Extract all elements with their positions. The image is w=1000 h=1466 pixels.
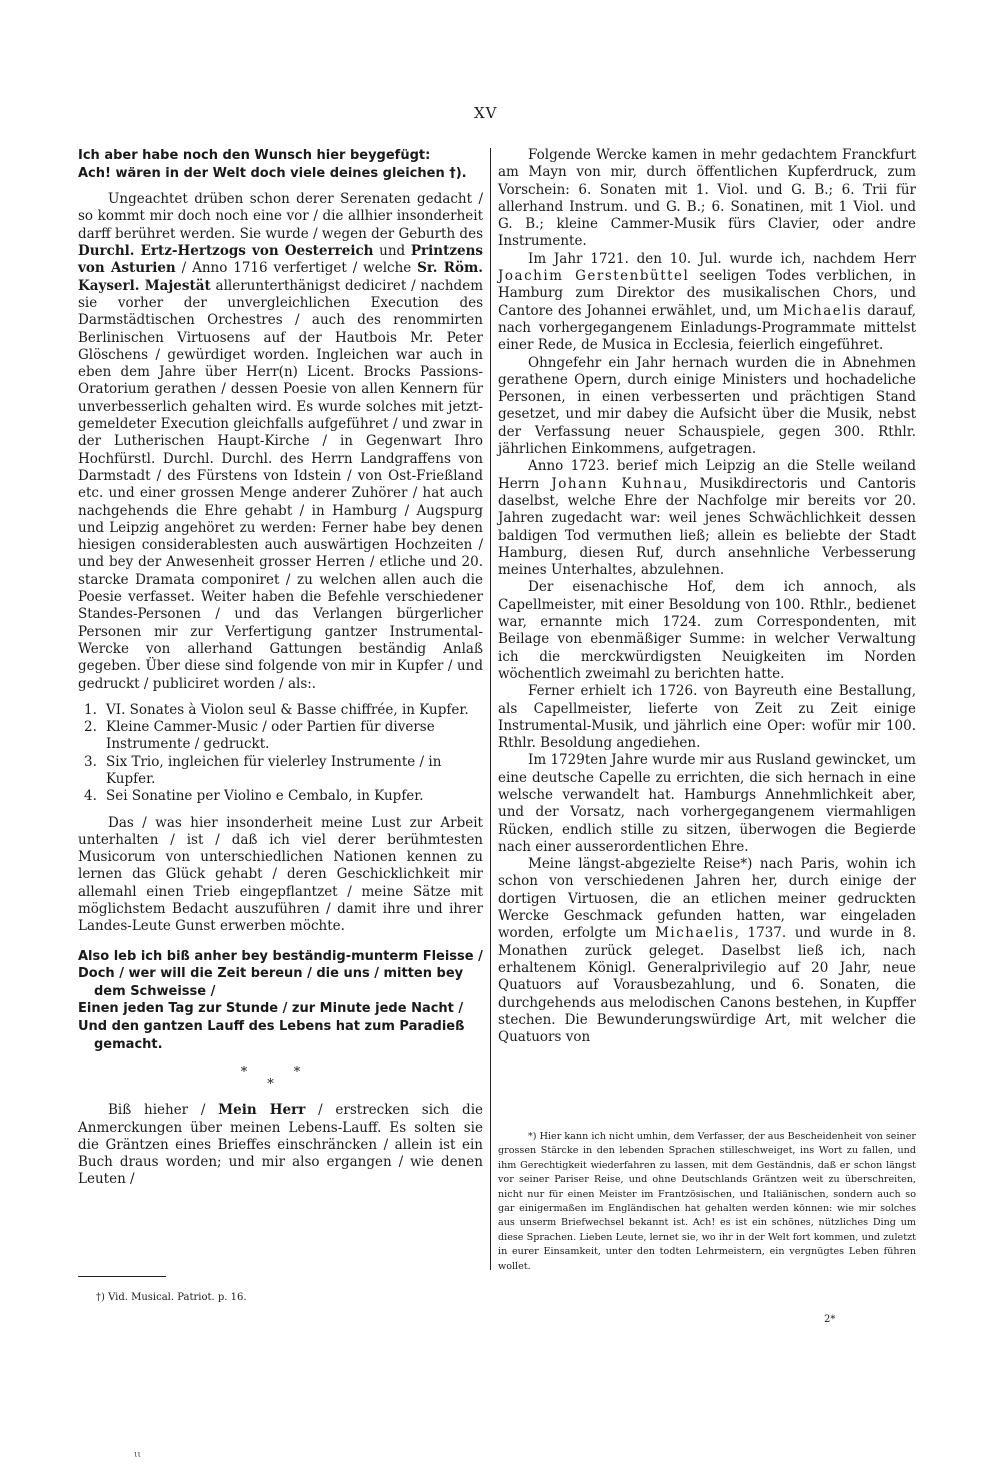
verse-block — [78, 948, 483, 1054]
list-item: 1. VI. Sonates à Violon seul & Basse chiffrée, in Kupfer. — [84, 701, 469, 718]
footnote-rule — [78, 1276, 166, 1277]
body-paragraph: Anno 1723. berief mich Leipzig an die Stelle weiland Herrn Johann Kuhnau, Musikdirectoris und Cantoris daselbst, welche Ehre der Nachfolge mir bereits vor 20. Jahren zugedacht war: weil jenes Schwächlichkeit dessen baldigen Tod vermuthen ließ; allein es beliebte der Stadt Hamburg, diesen Ruf, durch ansehnliche Verbesserung meines Unterhaltes, abzulehnen. — [498, 458, 916, 579]
works-list — [78, 702, 483, 806]
verse-line: Und den gantzen Lauff des Lebens hat zum Paradieß — [78, 1019, 465, 1035]
body-paragraph: Im Jahr 1721. den 10. Jul. wurde ich, nachdem Herr Joachim Gerstenbüttel seeligen Todes verblichen, in Hamburg zum Direktor des musikalischen Chors, und Cantore des Johannei erwählet, und, um Michaelis darauf, nach vorhergegangenem Einladungs-Programmate mittelst einer Rede, de Musica in Ecclesia, feierlich eingeführet. — [498, 250, 916, 354]
body-paragraph: Ungeachtet drüben schon derer Serenaten gedacht / so kommt mir doch noch eine vor / die allhier insonderheit darff berühret werden. Sie wurde / wegen der Geburth des Durchl. Ertz-Hertzogs von Oesterreich und Printzens von Asturien / Anno 1716 verfertiget / welche Sr. Röm. Kayserl. Majestät allerunterthänigst dediciret / nachdem sie vorher der unvergleichlichen Execution des Darmstädtischen Orchestres / auch des renommirten Berlinischen Virtuosens auf der Hautbois Mr. Peter Glöschens / gewürdiget worden. Ingleichen war auch in eben dem Jahre über Herr(n) Licent. Brocks Passions-Oratorium gerathen / dessen Poesie von allen Kennern für unverbesserlich gehalten wird. Es wurde solches mit jetzt-gemeldeter Execution gleichfalls aufgeführet / und zwar in der Lutherischen Haupt-Kirche / in Gegenwart Ihro Hochfürstl. Durchl. Durchl. des Herrn Landgraffens von Darmstadt / des Fürstens von Idstein / von Ost-Frießland etc. und einer grossen Menge anderer Zuhörer / hat auch nachgehends die Ehre gehabt / in Hamburg / Augspurg und Leipzig angehöret zu werden: Ferner habe bey denen hiesigen considerablesten auch auswärtigen Hochzeiten / und bey der Anwesenheit grosser Herren / etliche und 20. starcke Dramata componiret / zu welchen allen auch die Poesie verfasset. Weiter haben die Befehle verschiedener Standes-Personen / und das Verlangen bürgerlicher Personen mir zur Verfertigung gantzer Instrumental-Wercke von allerhand Gattungen beständig Anlaß gegeben. Über diese sind folgende von mir in Kupfer / und gedruckt / publiciret worden / als:. — [78, 191, 483, 692]
verse-line: Ach! wären in der Welt doch viele deines gleichen †). — [78, 165, 467, 181]
verse-line: Einen jeden Tag zur Stunde / zur Minute jede Nacht / — [78, 1001, 464, 1017]
footnote-left: †) Vid. Musical. Patriot. p. 16. — [96, 1292, 247, 1303]
body-paragraph: Biß hieher / Mein Herr / erstrecken sich die Anmerckungen über meinen Lebens-Lauff. Es solten sie die Gräntzen eines Brieffes einschräncken / allein ist ein Buch draus worden; und mir also ergangen / wie denen Leuten / — [78, 1102, 483, 1188]
section-stars: *** — [240, 1065, 321, 1093]
body-paragraph: Der eisenachische Hof, dem ich annoch, als Capellmeister, mit einer Besoldung von 100. Rthlr., bedienet war, ernannte mich 1724. zum Correspondenten, mit Beilage von ebenmäßiger Summe: in welcher Verwaltung ich die merckwürdigsten Neuigkeiten im Norden wöchentlich zweimahl zu berichten hatte. — [498, 579, 916, 682]
signature-mark: 2* — [824, 1314, 836, 1325]
footnote-right — [498, 1130, 916, 1274]
footnote-text: *) Hier kann ich nicht umhin, dem Verfasser, der aus Bescheidenheit von seiner grossen Stärcke in den lebenden Sprachen stilleschweiget, ins Wort zu fallen, und ihm Gerechtigkeit wiederfahren zu lassen, mit dem Geständnis, daß er schon längst vor seiner Pariser Reise, und ohne Deutschlands Gräntzen weit zu überschreiten, nicht nur für einen Meister im Frantzösischen, und Italiänischen, sondern auch so gar einigermaßen im Engländischen hat gehalten werden können: wie mir solches aus unserm Briefwechsel bekannt ist. Ach! es ist ein schönes, nützliches Ding um diese Sprachen. Lieben Leute, lernet sie, wo ihr in der Welt fort kommen, und zuletzt in eurer Einsamkeit, unter den todten Lehrmeistern, ein vergnügtes Leben führen wollet. — [498, 1131, 916, 1272]
list-item: 2. Kleine Cammer-Music / oder Partien für diverse Instrumente / gedruckt. — [84, 719, 435, 753]
verse-line: gemacht. — [94, 1036, 163, 1052]
verse-line: Also leb ich biß anher bey beständig-munterm Fleisse / — [78, 948, 483, 964]
verse-line: Ich aber habe noch den Wunsch hier beygefügt: — [78, 148, 431, 163]
body-paragraph: Das / was hier insonderheit meine Lust zur Arbeit unterhalten / ist / daß ich viel derer berühmtesten Musicorum von unterschiedlichen Nationen kennen zu lernen das Glück gehabt / deren Geschicklichkeit mir allemahl einen Trieb eingepflantzet / meine Sätze mit möglichstem Bedacht auszuführen / damit ihre und ihrer Landes-Leute Gunst erwerben möchte. — [78, 814, 483, 935]
body-paragraph: Ferner erhielt ich 1726. von Bayreuth eine Bestallung, als Capellmeister, lieferte von Zeit zu Zeit einige Instrumental-Musik, und jährlich eine Oper: wofür mir 100. Rthlr. Besoldung angediehen. — [498, 683, 916, 752]
column-divider — [490, 148, 491, 1270]
list-item: 4. Sei Sonatine per Violino e Cembalo, in Kupfer. — [84, 788, 424, 805]
left-column — [78, 147, 483, 1189]
bottom-mark: ιι — [134, 1450, 142, 1460]
list-item: 3. Six Trio, ingleichen für vielerley Instrumente / in Kupfer. — [84, 753, 442, 787]
body-paragraph: Im 1729ten Jahre wurde mir aus Rusland gewincket, um eine deutsche Capelle zu errichten, die sich hernach in eine welsche verwandelt hat. Hamburgs Annehmlichkeit aber, und der Vorsatz, nach vorhergegangenem viermahligen Rücken, endlich stille zu sitzen, überwogen die Begierde nach einer ausserordentlichen Ehre. — [498, 752, 916, 855]
body-paragraph: Folgende Wercke kamen in mehr gedachtem Franckfurt am Mayn von mir, durch öffentlichen Kupferdruck, zum Vorschein: 6. Sonaten mit 1. Viol. und G. B.; 6. Trii für allerhand Instrum. und G. B.; 6. Sonatinen, mit 1 Viol. und G. B.; kleine Cammer-Musik fürs Clavier, oder andre Instrumente. — [498, 147, 916, 250]
body-paragraph: Ohngefehr ein Jahr hernach wurden die in Abnehmen gerathene Opern, durch einige Ministers und hochadeliche Personen, in einen verbesserten und prächtigen Stand gesetzet, und mir dabey die Aufsicht über die Musik, nebst der Verfassung neuer Schauspiele, gegen 300. Rthlr. jährlichen Einkommens, aufgetragen. — [498, 354, 916, 458]
right-column — [498, 147, 916, 1046]
verse-line: Doch / wer will die Zeit bereun / die uns / mitten bey — [78, 966, 464, 982]
verse-line: dem Schweisse / — [94, 983, 216, 999]
body-paragraph: Meine längst-abgezielte Reise*) nach Paris, wohin ich schon von verschiedenen Jahren her, durch einige der dortigen Virtuosen, die an etlichen meiner gedruckten Wercke Geschmack gefunden hatten, war eingeladen worden, erfolgte um Michaelis, 1737. und wurde in 8. Monathen zurück geleget. Daselbst ließ ich, nach erhaltenem Königl. Generalprivilegio auf 20 Jahr, neue Quatuors auf Vorausbezahlung, und 6. Sonaten, die durchgehends aus melodischen Canons bestehen, in Kupffer stechen. Die Bewunderungswürdige Art, mit welcher die Quatuors von — [498, 856, 916, 1046]
page-number: XV — [474, 104, 498, 122]
